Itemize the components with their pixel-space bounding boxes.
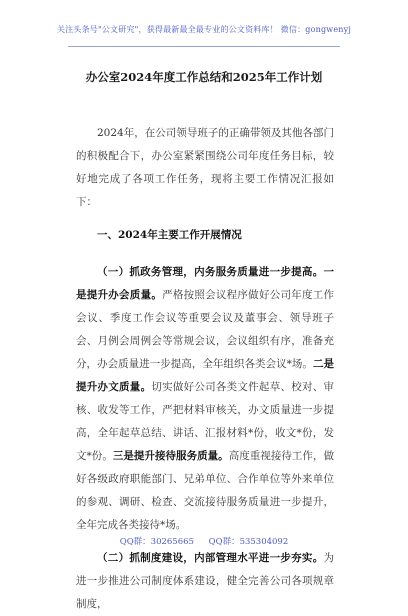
intro-paragraph: 2024年，在公司领导班子的正确带领及其他各部门的积极配合下，办公室紧紧围绕公司年度任务目标，较好地完成了各项工作任务，现将主要工作情况汇报如下： [76,127,334,208]
qq-footer [0,535,408,547]
para2-text: 为进一步推进公司制度体系建设，健全完善公司各项规章制度， [76,552,334,610]
para1-sub1-heading: 一是提升办会质量。 [76,266,334,301]
paragraph-one [76,261,334,537]
para1-sub3-heading: 三是提升接待服务质量。 [112,450,229,462]
para2-heading: （二）抓制度建设，内部管理水平进一步夯实。 [97,552,324,564]
header-divider [68,46,340,47]
qq-group-1: QQ群：30265665 [119,537,194,547]
paragraph-two [76,547,334,616]
section-heading-text: 一、2024年主要工作开展情况 [97,229,242,241]
para1-heading: （一）抓政务管理，内务服务质量进一步提高。 [97,266,324,278]
para1-sub2-heading: 二是提升办文质量。 [76,358,334,393]
document-title: 办公室2024年度工作总结和2025年工作计划 [85,70,323,84]
qq-group-2: QQ群：535304092 [208,537,289,547]
para1-sub3-text: 高度重视接待工作，做好各级政府职能部门、兄弟单位、合作单位等外来单位的参观、调研、检查、交流接待服务质量进一步提升，全年完成各类接待*场。 [76,450,334,531]
promo-header: 关注头条号"公文研究"，获得最新最全最专业的公文资料库！ 微信：gongwenyj [56,25,352,34]
section-heading [76,224,334,247]
para1-sub2-text: 切实做好公司各类文件起草、校对、审核、收发等工作，严把材料审核关，办文质量进一步提高，全年起草总结、讲话、汇报材料*份，收文*份，发文*份。 [76,381,335,462]
para1-sub1-text: 严格按照会议程序做好公司年度工作会议、季度工作会议等重要会议及董事会、领导班子会、月例会周例会等常规会议，会议组织有序，准备充分，办会质量进一步提高，全年组织各类会议*场。 [76,289,335,370]
